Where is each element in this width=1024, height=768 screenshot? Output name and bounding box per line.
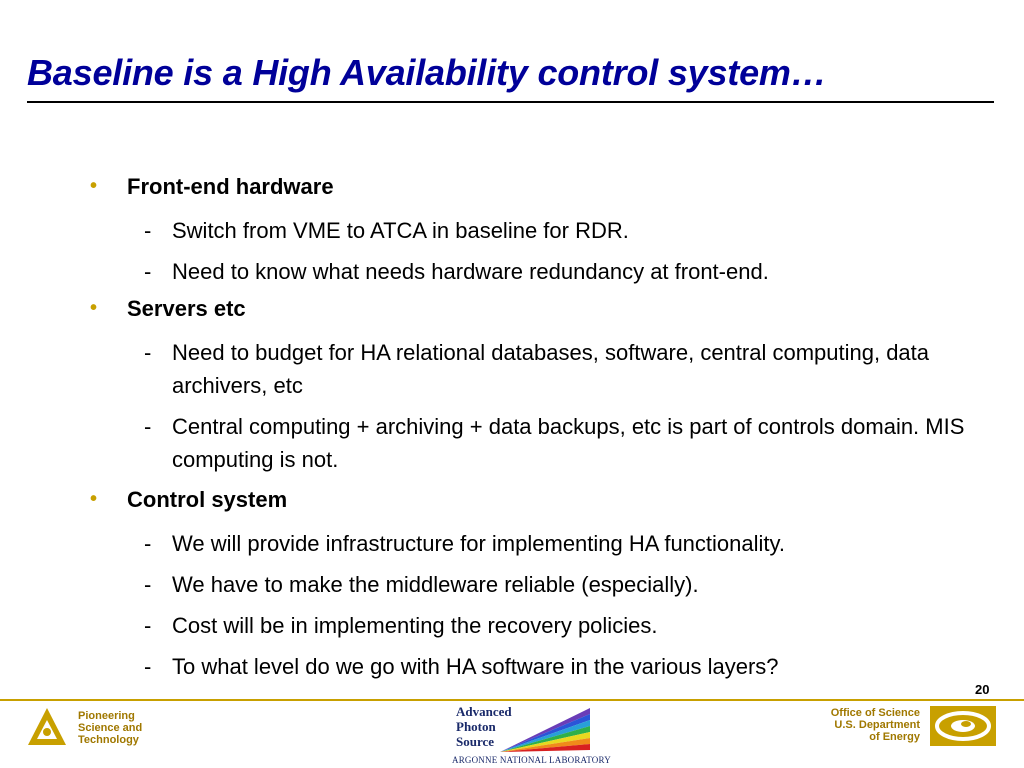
footer-right-text: Office of Science U.S. Department of Energy xyxy=(830,707,920,743)
footer-left-text: Pioneering Science and Technology xyxy=(78,710,143,746)
sub-item: - Need to know what needs hardware redundancy at front-end. xyxy=(172,255,972,288)
footer-rule xyxy=(0,699,1024,701)
dash-icon: - xyxy=(144,531,152,556)
slide-title: Baseline is a High Availability control system… xyxy=(27,52,827,93)
sub-item: - Cost will be in implementing the recovery policies. xyxy=(172,609,972,642)
dash-icon: - xyxy=(144,414,152,439)
dash-icon: - xyxy=(144,218,152,243)
dash-icon: - xyxy=(144,259,152,284)
doe-logo-icon xyxy=(930,706,996,746)
sub-item: - To what level do we go with HA software in the various layers? xyxy=(172,650,972,683)
bullet-heading: Front-end hardware xyxy=(127,174,334,199)
dash-icon: - xyxy=(144,613,152,638)
lab-name: ARGONNE NATIONAL LABORATORY xyxy=(452,755,611,765)
sub-item: - Central computing + archiving + data backups, etc is part of controls domain. MIS computing is not. xyxy=(172,410,972,476)
dash-icon: - xyxy=(144,654,152,679)
bullet-item xyxy=(90,487,288,513)
dash-icon: - xyxy=(144,340,152,365)
sub-item: - Switch from VME to ATCA in baseline for RDR. xyxy=(172,214,972,247)
title-rule xyxy=(27,101,994,103)
argonne-logo-icon xyxy=(26,706,68,748)
aps-logo xyxy=(448,702,611,766)
bullet-icon: • xyxy=(90,297,98,319)
bullet-heading: Servers etc xyxy=(127,296,246,321)
sub-item: - Need to budget for HA relational databases, software, central computing, data archivers, etc xyxy=(172,336,972,402)
bullet-item xyxy=(90,296,246,322)
bullet-icon: • xyxy=(90,488,98,510)
spectrum-icon xyxy=(500,706,592,754)
bullet-icon: • xyxy=(90,175,98,197)
page-number: 20 xyxy=(975,682,990,697)
bullet-item xyxy=(90,174,334,200)
dash-icon: - xyxy=(144,572,152,597)
sub-item: - We have to make the middleware reliable (especially). xyxy=(172,568,972,601)
aps-title: Advanced Photon Source xyxy=(456,704,512,749)
bullet-heading: Control system xyxy=(127,487,288,512)
sub-item: - We will provide infrastructure for implementing HA functionality. xyxy=(172,527,972,560)
